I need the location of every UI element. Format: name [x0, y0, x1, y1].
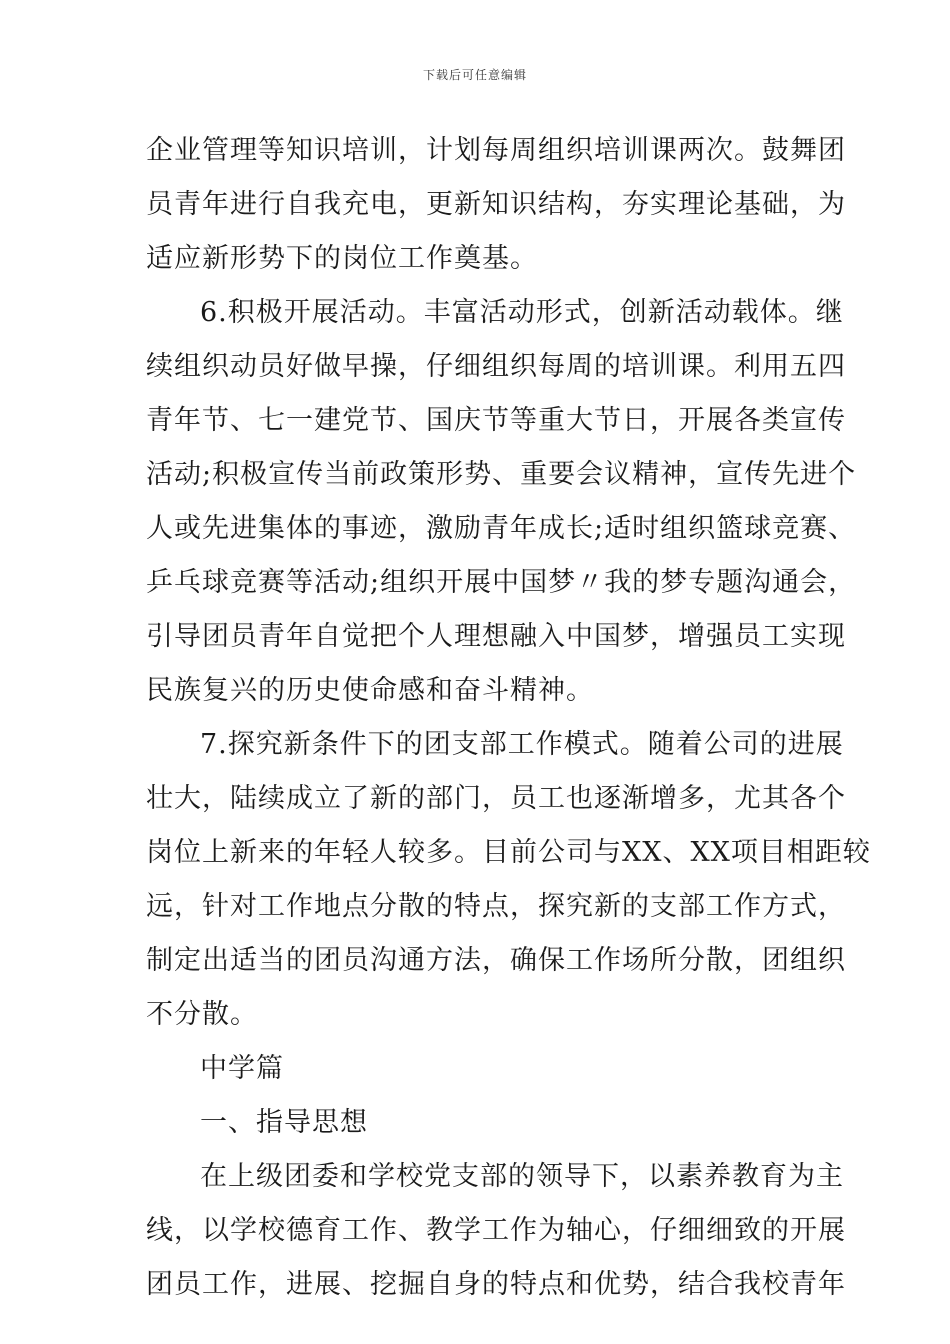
text-line: 壮大，陆续成立了新的部门，员工也逐渐增多，尤其各个 — [146, 783, 846, 814]
paragraph-6-start: 6.积极开展活动。丰富活动形式，创新活动载体。继 — [200, 297, 844, 328]
text-line: 乒乓球竞赛等活动;组织开展中国梦〃我的梦专题沟通会， — [146, 567, 857, 598]
text-line: 员青年进行自我充电，更新知识结构，夯实理论基础，为 — [146, 189, 846, 220]
section-heading: 一、指导思想 — [200, 1107, 368, 1138]
text-line: 制定出适当的团员沟通方法，确保工作场所分散，团组织 — [146, 945, 846, 976]
page-header: 下载后可任意编辑 — [422, 68, 527, 82]
text-line: 适应新形势下的岗位工作奠基。 — [146, 243, 538, 274]
text-line: 团员工作，进展、挖掘自身的特点和优势，结合我校青年 — [146, 1269, 846, 1300]
section-title: 中学篇 — [200, 1053, 284, 1084]
text-line: 远，针对工作地点分散的特点，探究新的支部工作方式， — [146, 891, 846, 922]
text-line: 人或先进集体的事迹，激励青年成长;适时组织篮球竞赛、 — [146, 513, 857, 544]
text-line: 企业管理等知识培训，计划每周组织培训课两次。鼓舞团 — [146, 135, 846, 166]
text-line: 岗位上新来的年轻人较多。目前公司与XX、XX项目相距较 — [146, 837, 871, 868]
text-line: 续组织动员好做早操，仔细组织每周的培训课。利用五四 — [146, 351, 846, 382]
text-line: 不分散。 — [146, 999, 258, 1030]
paragraph-start: 在上级团委和学校党支部的领导下，以素养教育为主 — [200, 1161, 844, 1192]
document-body — [146, 124, 871, 1312]
text-line: 线，以学校德育工作、教学工作为轴心，仔细细致的开展 — [146, 1215, 846, 1246]
text-line: 活动;积极宣传当前政策形势、重要会议精神，宣传先进个 — [146, 459, 857, 490]
text-line: 引导团员青年自觉把个人理想融入中国梦，增强员工实现 — [146, 621, 846, 652]
text-line: 青年节、七一建党节、国庆节等重大节日，开展各类宣传 — [146, 405, 846, 436]
text-line: 民族复兴的历史使命感和奋斗精神。 — [146, 675, 594, 706]
paragraph-7-start: 7.探究新条件下的团支部工作模式。随着公司的进展 — [200, 729, 844, 760]
